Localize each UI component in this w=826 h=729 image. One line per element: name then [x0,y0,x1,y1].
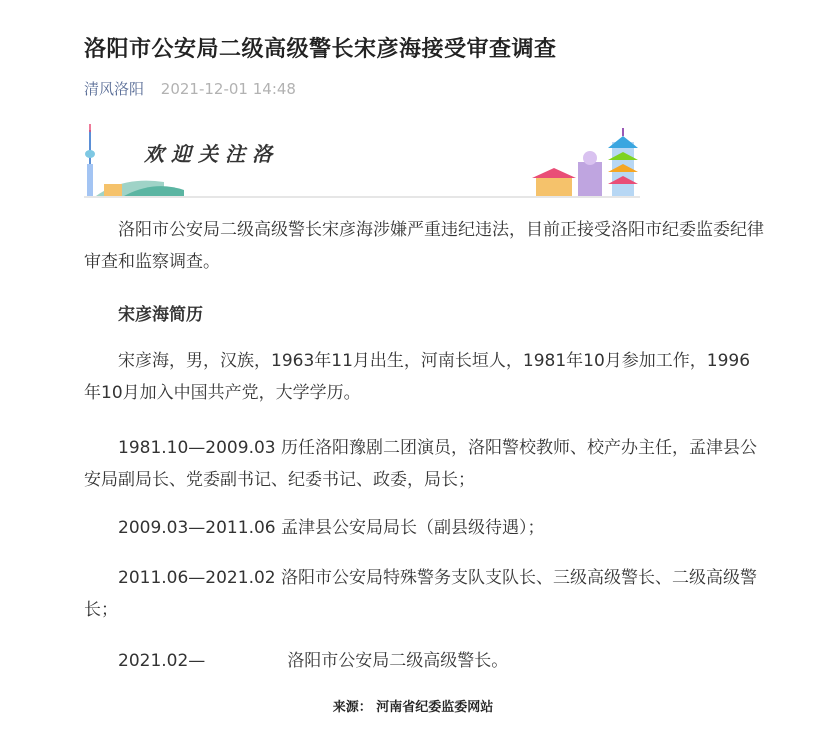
stadium-icon [96,181,184,196]
career-period: 2011.06—2021.02 [118,568,276,588]
intro-paragraph: 洛阳市公安局二级高级警长宋彦海涉嫌严重违纪违法，目前正接受洛阳市纪委监委纪律审查和监察调查。 [84,220,764,272]
article-title: 洛阳市公安局二级高级警长宋彦海接受审查调查 [84,37,557,62]
career-item [84,562,766,626]
account-name-link[interactable]: 清风洛阳 [84,80,145,98]
career-item [84,512,766,544]
career-text: 孟津县公安局局长（副县级待遇）； [281,518,545,538]
career-period: 2009.03—2011.06 [118,518,276,538]
career-item [84,645,766,677]
bio-heading: 宋彦海简历 [118,305,203,325]
career-item [84,432,766,496]
banner-welcome-text: 欢迎关注洛 [144,142,279,166]
tv-tower-icon [85,124,95,196]
career-text: 洛阳市公安局二级高级警长。 [287,651,509,671]
welcome-banner [84,124,640,200]
career-text: 历任洛阳豫剧二团演员，洛阳警校教师、校产办主任，孟津县公安局副局长、党委副书记、纪委书记、政委，局长； [84,438,758,490]
temple-icon [532,151,602,196]
career-text: 洛阳市公安局特殊警务支队支队长、三级高级警长、二级高级警长； [84,568,758,620]
pagoda-icon [608,128,638,196]
career-period: 2021.02— [118,651,206,671]
publish-time: 2021-12-01 14:48 [160,80,296,98]
article-meta [84,78,296,99]
source-note: 来源： 河南省纪委监委网站 [332,700,494,715]
career-period: 1981.10—2009.03 [118,438,276,458]
bio-summary-paragraph: 宋彦海，男，汉族，1963年11月出生，河南长垣人，1981年10月参加工作，1996年10月加入中国共产党，大学学历。 [84,351,751,403]
